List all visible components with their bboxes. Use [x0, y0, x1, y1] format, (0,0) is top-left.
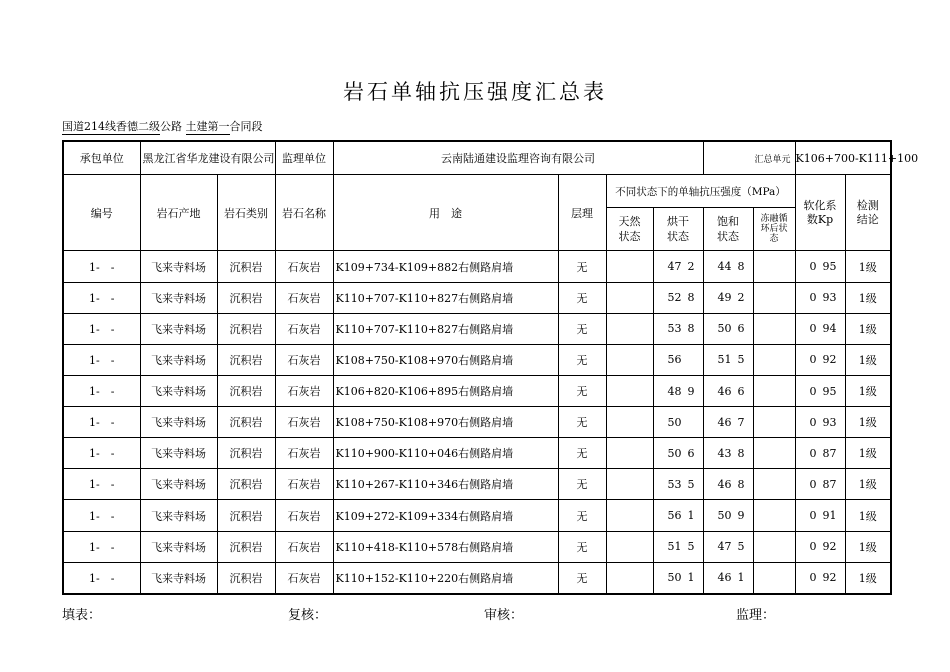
cell-dry	[653, 500, 703, 531]
table-row	[63, 344, 891, 375]
project-road: 国道214线香德二级	[62, 120, 160, 133]
cell-freeze	[753, 500, 795, 531]
footer-audit: 审核：	[484, 608, 524, 623]
cell-dry-int: 53	[667, 477, 682, 491]
cell-softening-int: 0	[809, 384, 817, 398]
cell-usage: K109+272-K109+334右侧路肩墙	[333, 500, 558, 531]
col-natural: 天然状态	[606, 208, 653, 251]
cell-conclusion: 1级	[845, 438, 891, 469]
cell-usage: K108+750-K108+970右侧路肩墙	[333, 344, 558, 375]
cell-no: 1- -	[63, 344, 140, 375]
col-no: 编号	[63, 175, 140, 251]
cell-softening-int: 0	[809, 446, 817, 460]
cell-freeze	[753, 375, 795, 406]
table-row	[63, 531, 891, 562]
cell-conclusion: 1级	[845, 375, 891, 406]
cell-layer: 无	[558, 251, 606, 282]
cell-category: 沉积岩	[217, 375, 275, 406]
cell-softening-int: 0	[809, 509, 817, 523]
cell-freeze	[753, 531, 795, 562]
cell-dry-dec: 5	[687, 477, 695, 491]
cell-layer: 无	[558, 282, 606, 313]
cell-no: 1- -	[63, 313, 140, 344]
cell-origin: 飞来寺料场	[140, 344, 217, 375]
footer-review: 复核：	[288, 608, 328, 623]
cell-conclusion: 1级	[845, 500, 891, 531]
col-conclusion: 检测结论	[845, 175, 891, 251]
table-row	[63, 562, 891, 594]
col-name: 岩石名称	[275, 175, 333, 251]
cell-dry-dec: 6	[687, 446, 695, 460]
cell-layer: 无	[558, 313, 606, 344]
footer-fill: 填表：	[62, 608, 102, 623]
cell-dry	[653, 438, 703, 469]
summary-value: K106+700-K111+100	[795, 141, 891, 175]
cell-freeze	[753, 282, 795, 313]
cell-softening	[795, 562, 845, 594]
cell-softening-dec: 87	[822, 446, 837, 460]
cell-name: 石灰岩	[275, 500, 333, 531]
cell-saturated	[703, 344, 753, 375]
cell-natural	[606, 375, 653, 406]
cell-softening-int: 0	[809, 477, 817, 491]
table-row	[63, 407, 891, 438]
cell-dry	[653, 344, 703, 375]
cell-origin: 飞来寺料场	[140, 531, 217, 562]
cell-freeze	[753, 469, 795, 500]
cell-origin: 飞来寺料场	[140, 313, 217, 344]
col-saturated: 饱和状态	[703, 208, 753, 251]
project-section: 土建第一	[185, 120, 230, 133]
cell-usage: K110+707-K110+827右侧路肩墙	[333, 313, 558, 344]
cell-natural	[606, 251, 653, 282]
cell-softening	[795, 438, 845, 469]
cell-dry-int: 50	[667, 571, 682, 585]
cell-softening	[795, 344, 845, 375]
cell-softening	[795, 407, 845, 438]
cell-saturated-int: 51	[717, 353, 732, 367]
cell-dry-int: 47	[667, 260, 682, 274]
cell-no: 1- -	[63, 531, 140, 562]
cell-saturated	[703, 500, 753, 531]
col-strength-group: 不同状态下的单轴抗压强度（MPa）	[606, 175, 795, 208]
cell-category: 沉积岩	[217, 251, 275, 282]
cell-freeze	[753, 562, 795, 594]
cell-softening-dec: 92	[822, 540, 837, 554]
cell-dry-dec: 9	[687, 384, 695, 398]
cell-category: 沉积岩	[217, 438, 275, 469]
cell-saturated	[703, 438, 753, 469]
cell-usage: K110+900-K110+046右侧路肩墙	[333, 438, 558, 469]
cell-saturated	[703, 251, 753, 282]
cell-name: 石灰岩	[275, 531, 333, 562]
cell-conclusion: 1级	[845, 313, 891, 344]
cell-layer: 无	[558, 500, 606, 531]
cell-dry	[653, 562, 703, 594]
cell-softening-int: 0	[809, 322, 817, 336]
col-freeze: 冻融循环后状态	[753, 208, 795, 251]
cell-category: 沉积岩	[217, 344, 275, 375]
cell-usage: K110+707-K110+827右侧路肩墙	[333, 282, 558, 313]
cell-natural	[606, 562, 653, 594]
cell-saturated	[703, 562, 753, 594]
cell-saturated-dec: 2	[737, 291, 745, 305]
cell-softening	[795, 282, 845, 313]
cell-saturated-dec: 5	[737, 540, 745, 554]
cell-origin: 飞来寺料场	[140, 562, 217, 594]
cell-saturated	[703, 469, 753, 500]
cell-conclusion: 1级	[845, 407, 891, 438]
cell-saturated	[703, 313, 753, 344]
footer-supervise: 监理：	[736, 608, 776, 623]
cell-usage: K108+750-K108+970右侧路肩墙	[333, 407, 558, 438]
cell-no: 1- -	[63, 500, 140, 531]
cell-name: 石灰岩	[275, 313, 333, 344]
col-usage: 用 途	[333, 175, 558, 251]
cell-saturated-dec: 7	[737, 415, 745, 429]
cell-freeze	[753, 438, 795, 469]
cell-saturated	[703, 375, 753, 406]
cell-dry	[653, 531, 703, 562]
cell-softening-int: 0	[809, 415, 817, 429]
cell-category: 沉积岩	[217, 562, 275, 594]
cell-origin: 飞来寺料场	[140, 469, 217, 500]
cell-usage: K106+820-K106+895右侧路肩墙	[333, 375, 558, 406]
cell-softening	[795, 251, 845, 282]
cell-saturated-int: 46	[717, 571, 732, 585]
cell-freeze	[753, 313, 795, 344]
cell-dry-int: 56	[667, 353, 682, 367]
cell-origin: 飞来寺料场	[140, 375, 217, 406]
cell-natural	[606, 469, 653, 500]
cell-saturated	[703, 531, 753, 562]
table-row	[63, 438, 891, 469]
page-title: 岩石单轴抗压强度汇总表	[343, 80, 607, 104]
cell-softening	[795, 531, 845, 562]
cell-natural	[606, 344, 653, 375]
cell-saturated-int: 50	[717, 509, 732, 523]
col-layer: 层理	[558, 175, 606, 251]
col-dry: 烘干状态	[653, 208, 703, 251]
cell-category: 沉积岩	[217, 282, 275, 313]
cell-conclusion: 1级	[845, 469, 891, 500]
table-row	[63, 375, 891, 406]
project-road-suffix: 公路	[160, 120, 182, 133]
cell-softening	[795, 469, 845, 500]
table-row	[63, 313, 891, 344]
cell-origin: 飞来寺料场	[140, 500, 217, 531]
cell-category: 沉积岩	[217, 531, 275, 562]
cell-saturated-dec: 9	[737, 509, 745, 523]
cell-freeze	[753, 407, 795, 438]
cell-name: 石灰岩	[275, 251, 333, 282]
cell-layer: 无	[558, 469, 606, 500]
table-row	[63, 500, 891, 531]
cell-name: 石灰岩	[275, 438, 333, 469]
cell-softening-dec: 93	[822, 415, 837, 429]
table-row	[63, 282, 891, 313]
cell-natural	[606, 531, 653, 562]
cell-saturated-int: 46	[717, 384, 732, 398]
cell-category: 沉积岩	[217, 500, 275, 531]
cell-name: 石灰岩	[275, 562, 333, 594]
cell-softening	[795, 500, 845, 531]
cell-dry	[653, 313, 703, 344]
cell-saturated-dec: 6	[737, 384, 745, 398]
cell-conclusion: 1级	[845, 562, 891, 594]
cell-conclusion: 1级	[845, 344, 891, 375]
cell-layer: 无	[558, 438, 606, 469]
cell-category: 沉积岩	[217, 313, 275, 344]
cell-saturated-dec: 8	[737, 477, 745, 491]
cell-dry	[653, 282, 703, 313]
cell-layer: 无	[558, 407, 606, 438]
cell-no: 1- -	[63, 562, 140, 594]
cell-dry-int: 53	[667, 322, 682, 336]
cell-natural	[606, 438, 653, 469]
cell-softening-dec: 95	[822, 384, 837, 398]
cell-saturated-dec: 5	[737, 353, 745, 367]
cell-saturated-int: 44	[717, 260, 732, 274]
cell-dry-dec: 5	[687, 540, 695, 554]
cell-softening-int: 0	[809, 540, 817, 554]
cell-saturated	[703, 407, 753, 438]
table-row	[63, 469, 891, 500]
cell-dry-dec: 1	[687, 571, 695, 585]
cell-dry-dec: 8	[687, 291, 695, 305]
cell-name: 石灰岩	[275, 375, 333, 406]
cell-origin: 飞来寺料场	[140, 438, 217, 469]
cell-dry-int: 50	[667, 446, 682, 460]
cell-usage: K109+734-K109+882右侧路肩墙	[333, 251, 558, 282]
cell-saturated-int: 47	[717, 540, 732, 554]
cell-conclusion: 1级	[845, 282, 891, 313]
cell-saturated-dec: 6	[737, 322, 745, 336]
cell-softening-dec: 92	[822, 571, 837, 585]
cell-saturated-dec: 8	[737, 446, 745, 460]
cell-softening-int: 0	[809, 260, 817, 274]
cell-dry-dec: 1	[687, 509, 695, 523]
cell-no: 1- -	[63, 438, 140, 469]
cell-usage: K110+152-K110+220右侧路肩墙	[333, 562, 558, 594]
summary-label: 汇总单元	[703, 141, 795, 175]
cell-saturated-int: 46	[717, 477, 732, 491]
col-softening: 软化系数Kp	[795, 175, 845, 251]
project-line	[62, 118, 263, 135]
cell-dry-int: 50	[667, 415, 682, 429]
cell-name: 石灰岩	[275, 407, 333, 438]
cell-dry-int: 48	[667, 384, 682, 398]
cell-dry-int: 56	[667, 509, 682, 523]
cell-dry-int: 52	[667, 291, 682, 305]
project-section-suffix: 合同段	[229, 120, 263, 133]
cell-origin: 飞来寺料场	[140, 282, 217, 313]
cell-natural	[606, 313, 653, 344]
cell-saturated	[703, 282, 753, 313]
cell-saturated-int: 50	[717, 322, 732, 336]
cell-layer: 无	[558, 344, 606, 375]
cell-natural	[606, 500, 653, 531]
cell-softening-dec: 93	[822, 291, 837, 305]
cell-softening-dec: 91	[822, 509, 837, 523]
cell-no: 1- -	[63, 407, 140, 438]
cell-saturated-dec: 8	[737, 260, 745, 274]
cell-no: 1- -	[63, 251, 140, 282]
contractor-label: 承包单位	[63, 141, 140, 175]
cell-layer: 无	[558, 562, 606, 594]
cell-dry	[653, 375, 703, 406]
cell-softening-int: 0	[809, 571, 817, 585]
cell-softening-int: 0	[809, 353, 817, 367]
cell-dry-dec: 8	[687, 322, 695, 336]
cell-layer: 无	[558, 375, 606, 406]
cell-natural	[606, 407, 653, 438]
cell-softening-dec: 94	[822, 322, 837, 336]
col-origin: 岩石产地	[140, 175, 217, 251]
cell-freeze	[753, 344, 795, 375]
cell-softening-dec: 95	[822, 260, 837, 274]
cell-dry	[653, 251, 703, 282]
cell-usage: K110+418-K110+578右侧路肩墙	[333, 531, 558, 562]
col-category: 岩石类别	[217, 175, 275, 251]
cell-softening	[795, 313, 845, 344]
cell-softening	[795, 375, 845, 406]
cell-softening-int: 0	[809, 291, 817, 305]
cell-origin: 飞来寺料场	[140, 251, 217, 282]
cell-no: 1- -	[63, 282, 140, 313]
cell-usage: K110+267-K110+346右侧路肩墙	[333, 469, 558, 500]
cell-saturated-int: 49	[717, 291, 732, 305]
cell-dry	[653, 407, 703, 438]
cell-conclusion: 1级	[845, 251, 891, 282]
cell-softening-dec: 92	[822, 353, 837, 367]
cell-name: 石灰岩	[275, 469, 333, 500]
summary-table	[62, 140, 919, 595]
cell-dry-int: 51	[667, 540, 682, 554]
cell-conclusion: 1级	[845, 531, 891, 562]
cell-saturated-int: 46	[717, 415, 732, 429]
cell-dry	[653, 469, 703, 500]
table-row	[63, 251, 891, 282]
cell-freeze	[753, 251, 795, 282]
cell-name: 石灰岩	[275, 344, 333, 375]
cell-category: 沉积岩	[217, 469, 275, 500]
cell-origin: 飞来寺料场	[140, 407, 217, 438]
cell-category: 沉积岩	[217, 407, 275, 438]
supervisor-label: 监理单位	[275, 141, 333, 175]
cell-no: 1- -	[63, 469, 140, 500]
cell-no: 1- -	[63, 375, 140, 406]
supervisor-value: 云南陆通建设监理咨询有限公司	[333, 141, 703, 175]
cell-name: 石灰岩	[275, 282, 333, 313]
contractor-value: 黑龙江省华龙建设有限公司	[140, 141, 275, 175]
cell-dry-dec: 2	[687, 260, 695, 274]
cell-layer: 无	[558, 531, 606, 562]
cell-saturated-dec: 1	[737, 571, 745, 585]
cell-saturated-int: 43	[717, 446, 732, 460]
cell-natural	[606, 282, 653, 313]
cell-softening-dec: 87	[822, 477, 837, 491]
